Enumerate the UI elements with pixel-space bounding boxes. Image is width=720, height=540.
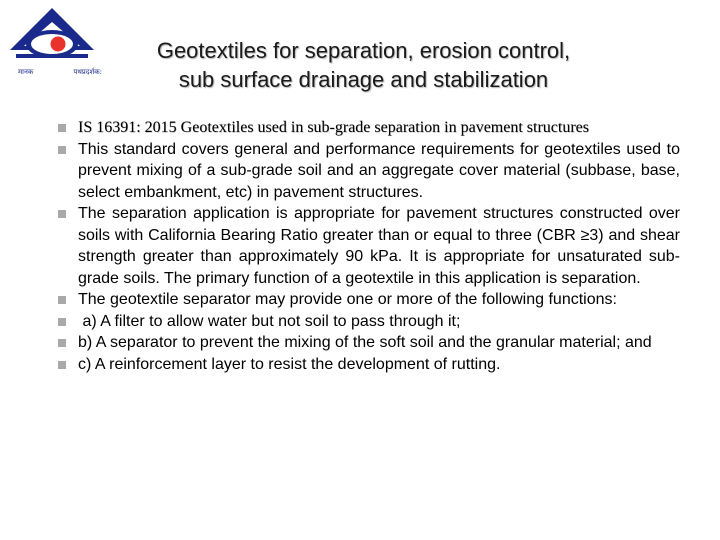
logo-caption-right: पथप्रदर्शक: bbox=[73, 68, 102, 76]
logo-caption bbox=[18, 68, 102, 77]
list-item-text: a) A filter to allow water but not soil to pass through it; bbox=[78, 312, 461, 330]
list-item bbox=[58, 311, 680, 333]
list-item-text: IS 16391: 2015 Geotextiles used in sub-grade separation in pavement structures bbox=[78, 119, 589, 136]
title-line-2: sub surface drainage and stabilization bbox=[178, 67, 549, 92]
logo-caption-left: मानक bbox=[18, 68, 34, 76]
bullet-square-icon bbox=[58, 124, 66, 132]
list-item bbox=[58, 139, 680, 204]
bullet-square-icon bbox=[58, 210, 66, 218]
bullet-square-icon bbox=[58, 296, 66, 304]
list-item-text: c) A reinforcement layer to resist the development of rutting. bbox=[78, 355, 501, 373]
list-item-text: b) A separator to prevent the mixing of the soft soil and the granular material; and bbox=[78, 334, 652, 351]
bullet-square-icon bbox=[58, 339, 66, 347]
list-item-text: This standard covers general and performance requirements for geotextiles used to prevent mixing of a sub-grade soil and an aggregate cover material (subbase, base, select embankment, etc) in pavement structures. bbox=[78, 140, 680, 201]
bullet-square-icon bbox=[58, 361, 66, 369]
list-item bbox=[58, 289, 680, 311]
list-item bbox=[58, 117, 680, 139]
list-item-text: The separation application is appropriate for pavement structures constructed over soils with California Bearing Ratio greater than or equal to three (CBR ≥3) and shear strength greater than approximately 90 kPa. It is appropriate for unsaturated sub-grade soils. The primary function of a geotextile in this application is separation. bbox=[78, 205, 680, 287]
list-item bbox=[58, 354, 680, 376]
list-item bbox=[58, 332, 680, 354]
list-item bbox=[58, 203, 680, 289]
list-item-text: The geotextile separator may provide one or more of the following functions: bbox=[78, 291, 617, 308]
bullet-square-icon bbox=[58, 146, 66, 154]
bullet-list bbox=[58, 117, 680, 375]
bullet-square-icon bbox=[58, 318, 66, 326]
page-title bbox=[100, 36, 627, 94]
title-line-1: Geotextiles for separation, erosion control, bbox=[156, 38, 571, 63]
